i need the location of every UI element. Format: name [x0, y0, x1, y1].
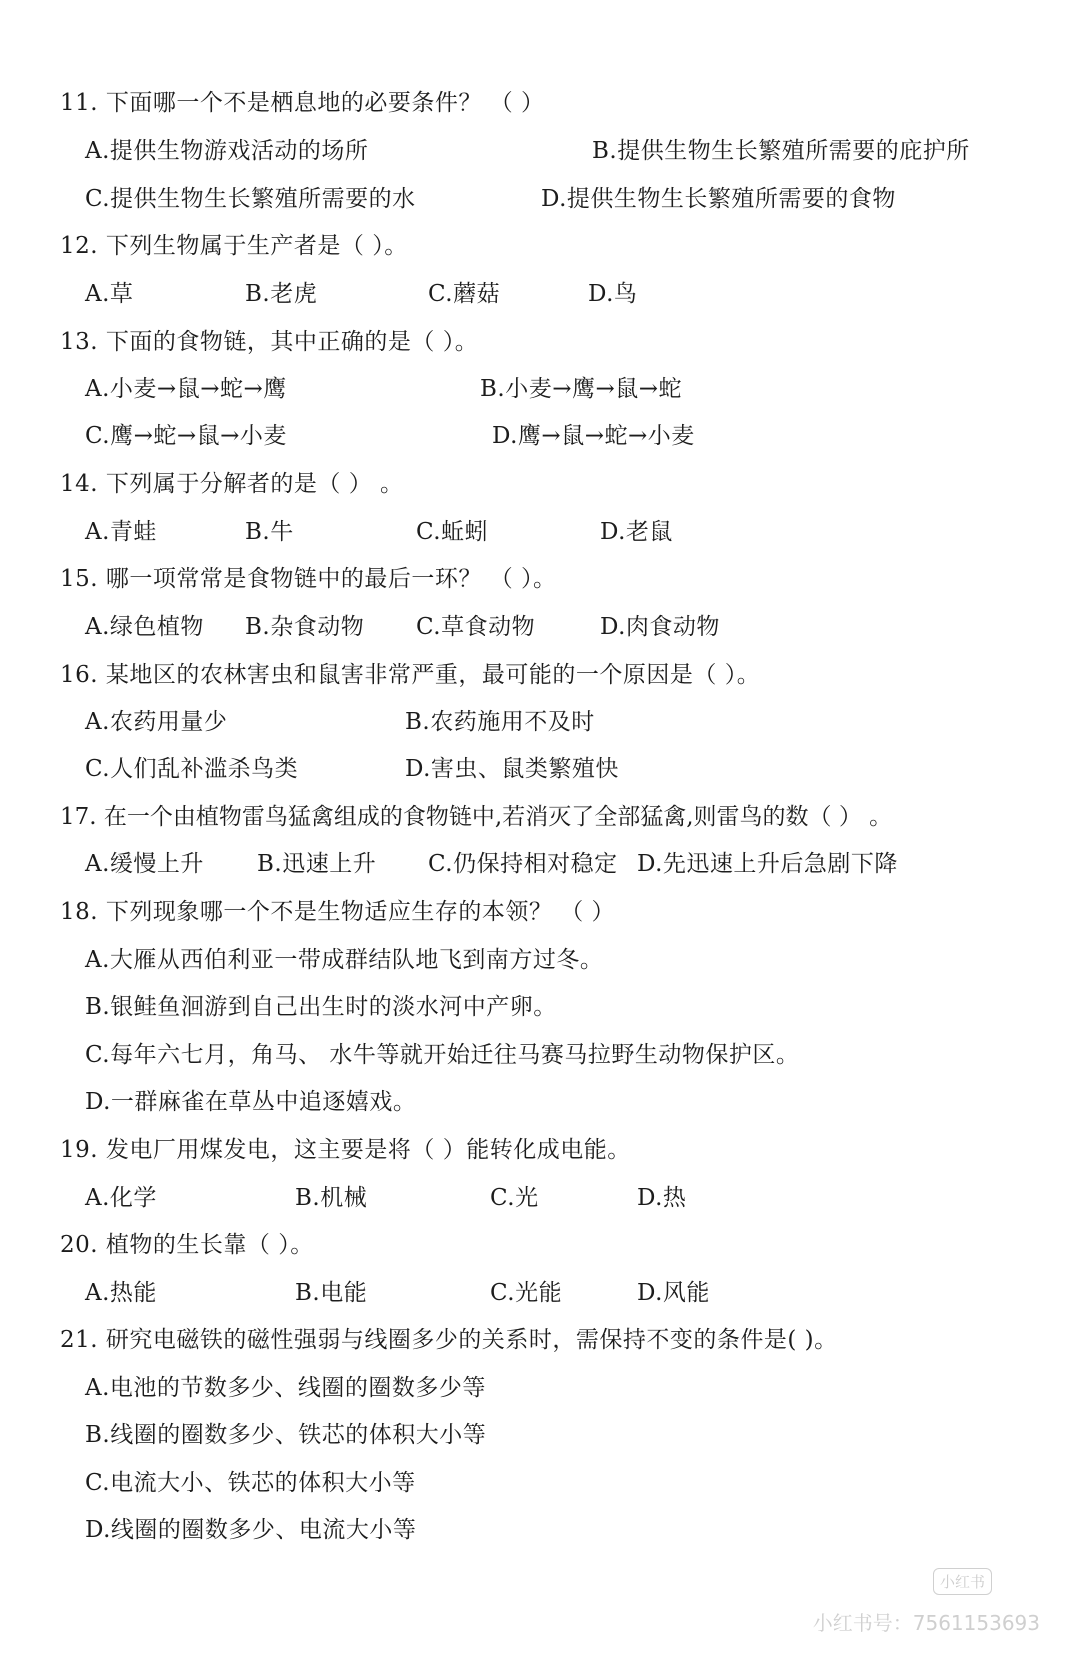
question-21-option-d: D.线圈的圈数多少、电流大小等	[85, 1517, 417, 1543]
question-15-option-d: D.肉食动物	[600, 614, 720, 640]
question-11-stem: 11. 下面哪一个不是栖息地的必要条件？ （ ）	[60, 90, 545, 116]
question-16-option-a: A.农药用量少	[85, 709, 228, 735]
question-15-option-c: C.草食动物	[416, 614, 536, 640]
question-13-stem: 13. 下面的食物链，其中正确的是（ ）。	[60, 329, 479, 355]
question-14-option-a: A.青蛙	[85, 519, 157, 545]
question-17-option-c: C.仍保持相对稳定	[428, 851, 618, 877]
question-17-option-b: B.迅速上升	[257, 851, 377, 877]
question-12-option-b: B.老虎	[245, 281, 318, 307]
question-20-option-d: D.风能	[637, 1280, 710, 1306]
question-12-option-c: C.蘑菇	[428, 281, 501, 307]
question-21-option-b: B.线圈的圈数多少、铁芯的体积大小等	[85, 1422, 487, 1448]
question-14-stem: 14. 下列属于分解者的是（ ） 。	[60, 471, 404, 497]
question-14-option-c: C.蚯蚓	[416, 519, 489, 545]
question-18-option-b: B.银鲑鱼洄游到自己出生时的淡水河中产卵。	[85, 994, 557, 1020]
question-16-stem: 16. 某地区的农林害虫和鼠害非常严重，最可能的一个原因是（ ）。	[60, 662, 761, 688]
question-21-option-a: A.电池的节数多少、线圈的圈数多少等	[85, 1375, 486, 1401]
question-19-stem: 19. 发电厂用煤发电，这主要是将（ ）能转化成电能。	[60, 1137, 631, 1163]
question-19-option-b: B.机械	[295, 1185, 368, 1211]
question-17-option-d: D.先迅速上升后急剧下降	[637, 851, 898, 877]
question-17-option-a: A.缓慢上升	[85, 851, 204, 877]
question-14-option-d: D.老鼠	[600, 519, 673, 545]
question-21-stem: 21. 研究电磁铁的磁性强弱与线圈多少的关系时，需保持不变的条件是( )。	[60, 1327, 838, 1353]
question-11-option-b: B.提供生物生长繁殖所需要的庇护所	[592, 138, 970, 164]
question-19-option-c: C.光	[490, 1185, 539, 1211]
question-12-stem: 12. 下列生物属于生产者是（ ）。	[60, 233, 408, 259]
question-20-stem: 20. 植物的生长靠（ ）。	[60, 1232, 314, 1258]
question-18-option-a: A.大雁从西伯利亚一带成群结队地飞到南方过冬。	[85, 947, 604, 973]
question-11-option-c: C.提供生物生长繁殖所需要的水	[85, 186, 416, 212]
question-16-option-c: C.人们乱补滥杀鸟类	[85, 756, 299, 782]
question-20-option-b: B.电能	[295, 1280, 368, 1306]
question-21-option-c: C.电流大小、铁芯的体积大小等	[85, 1470, 416, 1496]
question-11-option-a: A.提供生物游戏活动的场所	[85, 138, 369, 164]
question-13-option-a: A.小麦→鼠→蛇→鹰	[85, 376, 287, 402]
question-16-option-d: D.害虫、鼠类繁殖快	[405, 756, 619, 782]
question-12-option-d: D.鸟	[588, 281, 638, 307]
question-13-option-d: D.鹰→鼠→蛇→小麦	[492, 423, 695, 449]
question-15-stem: 15. 哪一项常常是食物链中的最后一环？ （ ）。	[60, 566, 557, 592]
question-13-option-b: B.小麦→鹰→鼠→蛇	[480, 376, 683, 402]
question-15-option-a: A.绿色植物	[85, 614, 204, 640]
question-16-option-b: B.农药施用不及时	[405, 709, 595, 735]
question-18-option-c: C.每年六七月，角马、 水牛等就开始迁往马赛马拉野生动物保护区。	[85, 1042, 800, 1068]
question-15-option-b: B.杂食动物	[245, 614, 365, 640]
question-12-option-a: A.草	[85, 281, 134, 307]
question-20-option-c: C.光能	[490, 1280, 563, 1306]
watermark-logo: 小红书	[933, 1568, 992, 1595]
question-19-option-a: A.化学	[85, 1185, 157, 1211]
question-13-option-c: C.鹰→蛇→鼠→小麦	[85, 423, 287, 449]
question-11-option-d: D.提供生物生长繁殖所需要的食物	[541, 186, 896, 212]
question-19-option-d: D.热	[637, 1185, 687, 1211]
question-17-stem: 17. 在一个由植物雷鸟猛禽组成的食物链中,若消灭了全部猛禽,则雷鸟的数（ ） 。	[60, 804, 893, 830]
watermark-id: 小红书号：7561153693	[812, 1611, 1040, 1635]
question-18-stem: 18. 下列现象哪一个不是生物适应生存的本领？ （ ）	[60, 899, 616, 925]
question-18-option-d: D.一群麻雀在草丛中追逐嬉戏。	[85, 1089, 417, 1115]
question-20-option-a: A.热能	[85, 1280, 157, 1306]
question-14-option-b: B.牛	[245, 519, 294, 545]
